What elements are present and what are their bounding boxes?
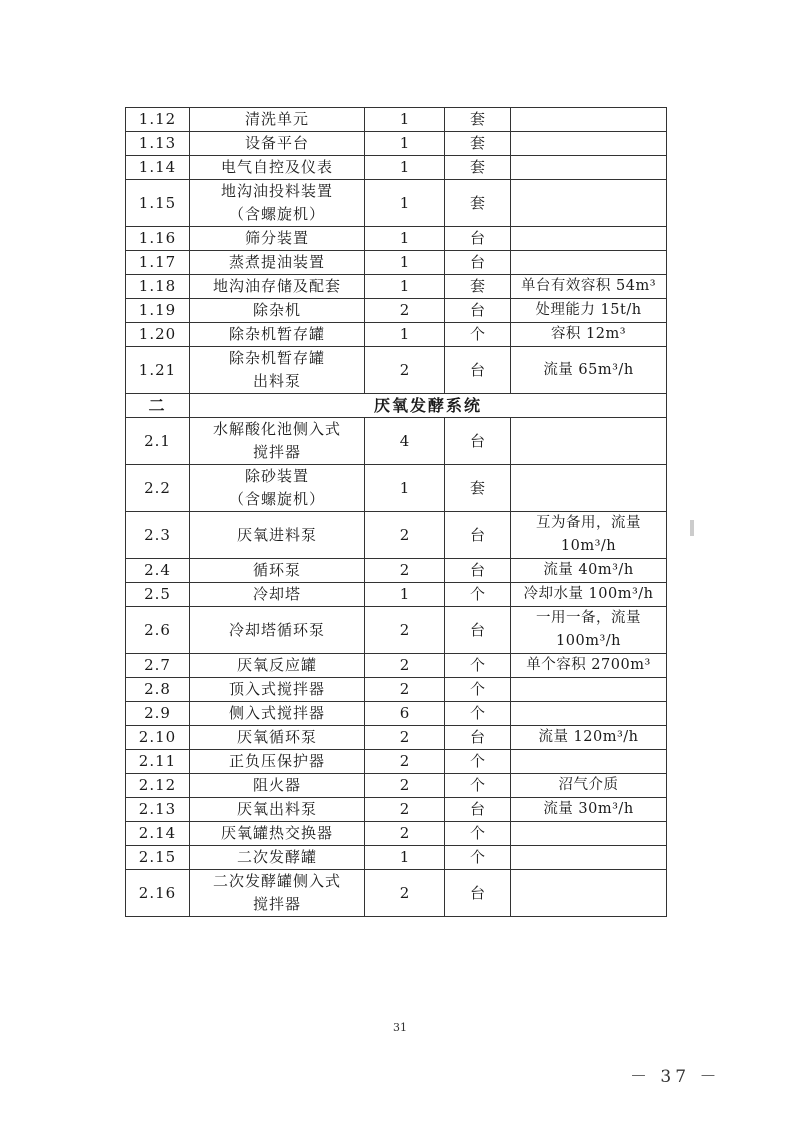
equipment-name-line: 厌氧循环泵	[236, 728, 317, 746]
equipment-name-line: 地沟油存储及配套	[212, 277, 341, 295]
equipment-name-line: 搅拌器	[252, 895, 301, 913]
item-number: 2.3	[126, 512, 190, 559]
remarks	[511, 846, 667, 870]
remarks-line: 冷却水量 100m³/h	[523, 586, 654, 602]
table-row	[126, 156, 667, 180]
remarks	[511, 798, 667, 822]
remarks	[511, 750, 667, 774]
equipment-name-line: 搅拌器	[252, 443, 301, 461]
equipment-name	[190, 299, 365, 323]
table-row	[126, 299, 667, 323]
remarks	[511, 774, 667, 798]
item-number: 2.7	[126, 654, 190, 678]
equipment-name-line: 厌氧出料泵	[236, 800, 317, 818]
item-number: 2.10	[126, 726, 190, 750]
table-row	[126, 227, 667, 251]
unit: 台	[445, 607, 511, 654]
quantity: 2	[365, 774, 445, 798]
equipment-name-line: 二次发酵罐	[236, 848, 317, 866]
table-row	[126, 654, 667, 678]
outer-page-number: － 37 －	[630, 1067, 721, 1087]
remarks-line: 10m³/h	[560, 538, 617, 554]
unit: 个	[445, 846, 511, 870]
table-row	[126, 607, 667, 654]
equipment-name	[190, 654, 365, 678]
unit: 个	[445, 323, 511, 347]
equipment-name-line: 厌氧反应罐	[236, 656, 317, 674]
unit: 套	[445, 132, 511, 156]
remarks-line: 处理能力 15t/h	[535, 302, 642, 318]
item-number: 2.16	[126, 870, 190, 917]
remarks	[511, 347, 667, 394]
equipment-name-line: 冷却塔循环泵	[228, 620, 325, 639]
equipment-name	[190, 418, 365, 465]
remarks	[511, 465, 667, 512]
unit: 台	[445, 299, 511, 323]
quantity: 1	[365, 156, 445, 180]
equipment-name-line: 厌氧进料泵	[236, 525, 317, 544]
item-number: 2.5	[126, 583, 190, 607]
quantity: 2	[365, 559, 445, 583]
equipment-name	[190, 726, 365, 750]
item-number: 2.15	[126, 846, 190, 870]
table-row	[126, 846, 667, 870]
item-number: 1.12	[126, 108, 190, 132]
unit: 台	[445, 251, 511, 275]
quantity: 2	[365, 512, 445, 559]
remarks	[511, 180, 667, 227]
equipment-name	[190, 822, 365, 846]
quantity: 2	[365, 347, 445, 394]
table-row	[126, 418, 667, 465]
equipment-name	[190, 607, 365, 654]
quantity: 2	[365, 726, 445, 750]
remarks-line: 流量 30m³/h	[543, 801, 634, 817]
remarks	[511, 323, 667, 347]
remarks-line: 流量 120m³/h	[538, 729, 639, 745]
equipment-name-line: 蒸煮提油装置	[228, 253, 325, 271]
table-row	[126, 798, 667, 822]
equipment-name-line: 清洗单元	[244, 110, 309, 128]
unit: 套	[445, 156, 511, 180]
quantity: 1	[365, 132, 445, 156]
table-row	[126, 583, 667, 607]
unit: 套	[445, 108, 511, 132]
remarks-line: 流量 65m³/h	[543, 361, 634, 378]
remarks	[511, 156, 667, 180]
item-number: 2.4	[126, 559, 190, 583]
unit: 个	[445, 822, 511, 846]
remarks-line: 容积 12m³	[550, 326, 627, 342]
equipment-name-line: 除砂装置	[244, 467, 309, 485]
equipment-name-line: 厌氧罐热交换器	[220, 824, 333, 842]
unit: 套	[445, 180, 511, 227]
equipment-name	[190, 750, 365, 774]
equipment-name-line: 水解酸化池侧入式	[212, 420, 341, 438]
remarks-line: 流量 40m³/h	[543, 562, 634, 578]
remarks-line: 单台有效容积 54m³	[520, 278, 657, 294]
remarks	[511, 251, 667, 275]
unit: 个	[445, 678, 511, 702]
item-number: 1.20	[126, 323, 190, 347]
equipment-name-line: 电气自控及仪表	[220, 158, 333, 176]
unit: 台	[445, 726, 511, 750]
equipment-name-line: 筛分装置	[244, 229, 309, 247]
item-number: 1.14	[126, 156, 190, 180]
unit: 套	[445, 275, 511, 299]
item-number: 2.13	[126, 798, 190, 822]
unit: 个	[445, 654, 511, 678]
unit: 台	[445, 347, 511, 394]
quantity: 2	[365, 678, 445, 702]
equipment-name	[190, 846, 365, 870]
unit: 套	[445, 465, 511, 512]
equipment-name	[190, 512, 365, 559]
equipment-name	[190, 798, 365, 822]
equipment-name	[190, 108, 365, 132]
remarks	[511, 870, 667, 917]
item-number: 2.1	[126, 418, 190, 465]
remarks	[511, 678, 667, 702]
remarks	[511, 299, 667, 323]
quantity: 2	[365, 750, 445, 774]
remarks	[511, 227, 667, 251]
unit: 台	[445, 512, 511, 559]
quantity: 6	[365, 702, 445, 726]
scan-artifact	[690, 520, 694, 536]
equipment-name-line: 循环泵	[252, 561, 301, 579]
quantity: 1	[365, 846, 445, 870]
inner-page-number: 31	[393, 1021, 407, 1034]
item-number: 1.13	[126, 132, 190, 156]
quantity: 2	[365, 299, 445, 323]
table-row	[126, 108, 667, 132]
remarks	[511, 132, 667, 156]
quantity: 1	[365, 323, 445, 347]
equipment-name	[190, 275, 365, 299]
section-number: 二	[126, 394, 190, 418]
unit: 个	[445, 583, 511, 607]
remarks-line: 沼气介质	[558, 777, 619, 793]
equipment-table	[125, 107, 667, 917]
quantity: 1	[365, 465, 445, 512]
remarks-line: 单个容积 2700m³	[526, 657, 651, 673]
item-number: 1.18	[126, 275, 190, 299]
remarks	[511, 418, 667, 465]
item-number: 2.2	[126, 465, 190, 512]
quantity: 4	[365, 418, 445, 465]
equipment-name-line: 阻火器	[252, 776, 301, 794]
remarks	[511, 726, 667, 750]
table-row	[126, 323, 667, 347]
equipment-name-line: 侧入式搅拌器	[228, 704, 325, 722]
equipment-name	[190, 251, 365, 275]
table-row	[126, 465, 667, 512]
quantity: 2	[365, 607, 445, 654]
table-row	[126, 678, 667, 702]
equipment-name	[190, 702, 365, 726]
quantity: 1	[365, 108, 445, 132]
section-title: 厌氧发酵系统	[190, 394, 667, 418]
equipment-name-line: （含螺旋机）	[228, 490, 325, 508]
remarks	[511, 607, 667, 654]
remarks	[511, 822, 667, 846]
unit: 台	[445, 798, 511, 822]
table-row	[126, 180, 667, 227]
table-row	[126, 870, 667, 917]
equipment-name-line: 冷却塔	[252, 585, 301, 603]
unit: 台	[445, 870, 511, 917]
item-number: 2.8	[126, 678, 190, 702]
equipment-name-line: 出料泵	[252, 372, 301, 390]
remarks	[511, 275, 667, 299]
remarks	[511, 702, 667, 726]
equipment-name-line: 除杂机	[252, 301, 301, 319]
item-number: 2.12	[126, 774, 190, 798]
table-row	[126, 726, 667, 750]
remarks-line: 互为备用，流量	[536, 515, 641, 531]
equipment-name	[190, 156, 365, 180]
item-number: 1.21	[126, 347, 190, 394]
equipment-name-line: 地沟油投料装置	[220, 182, 333, 200]
remarks	[511, 583, 667, 607]
quantity: 2	[365, 870, 445, 917]
equipment-name	[190, 227, 365, 251]
remarks-line: 100m³/h	[556, 633, 621, 649]
equipment-name-line: 除杂机暂存罐	[228, 349, 325, 367]
remarks	[511, 512, 667, 559]
table-row	[126, 512, 667, 559]
remarks	[511, 654, 667, 678]
equipment-name	[190, 774, 365, 798]
unit: 台	[445, 227, 511, 251]
quantity: 1	[365, 583, 445, 607]
equipment-name	[190, 678, 365, 702]
item-number: 1.17	[126, 251, 190, 275]
equipment-name	[190, 323, 365, 347]
table-row	[126, 702, 667, 726]
remarks-line: 一用一备，流量	[536, 610, 641, 626]
table-row	[126, 750, 667, 774]
table-row	[126, 132, 667, 156]
item-number: 1.15	[126, 180, 190, 227]
unit: 个	[445, 702, 511, 726]
equipment-name-line: 除杂机暂存罐	[228, 325, 325, 343]
table-row	[126, 559, 667, 583]
item-number: 2.11	[126, 750, 190, 774]
table-row	[126, 774, 667, 798]
remarks	[511, 108, 667, 132]
quantity: 1	[365, 180, 445, 227]
unit: 个	[445, 774, 511, 798]
unit: 个	[445, 750, 511, 774]
table-row	[126, 347, 667, 394]
equipment-name-line: 正负压保护器	[228, 752, 325, 770]
equipment-name	[190, 132, 365, 156]
equipment-name-line: 二次发酵罐侧入式	[212, 872, 341, 890]
equipment-name	[190, 465, 365, 512]
equipment-name	[190, 180, 365, 227]
table-row	[126, 275, 667, 299]
remarks	[511, 559, 667, 583]
quantity: 1	[365, 251, 445, 275]
item-number: 1.16	[126, 227, 190, 251]
quantity: 1	[365, 275, 445, 299]
table-row	[126, 251, 667, 275]
quantity: 2	[365, 798, 445, 822]
equipment-name	[190, 583, 365, 607]
equipment-name	[190, 870, 365, 917]
table-row	[126, 822, 667, 846]
equipment-name	[190, 347, 365, 394]
item-number: 2.6	[126, 607, 190, 654]
quantity: 2	[365, 822, 445, 846]
equipment-name-line: （含螺旋机）	[228, 205, 325, 223]
quantity: 1	[365, 227, 445, 251]
equipment-table-body	[126, 108, 667, 917]
equipment-name	[190, 559, 365, 583]
equipment-name-line: 顶入式搅拌器	[228, 680, 325, 698]
unit: 台	[445, 418, 511, 465]
item-number: 2.14	[126, 822, 190, 846]
section-header-row	[126, 394, 667, 418]
item-number: 2.9	[126, 702, 190, 726]
unit: 台	[445, 559, 511, 583]
quantity: 2	[365, 654, 445, 678]
equipment-name-line: 设备平台	[244, 134, 309, 152]
item-number: 1.19	[126, 299, 190, 323]
